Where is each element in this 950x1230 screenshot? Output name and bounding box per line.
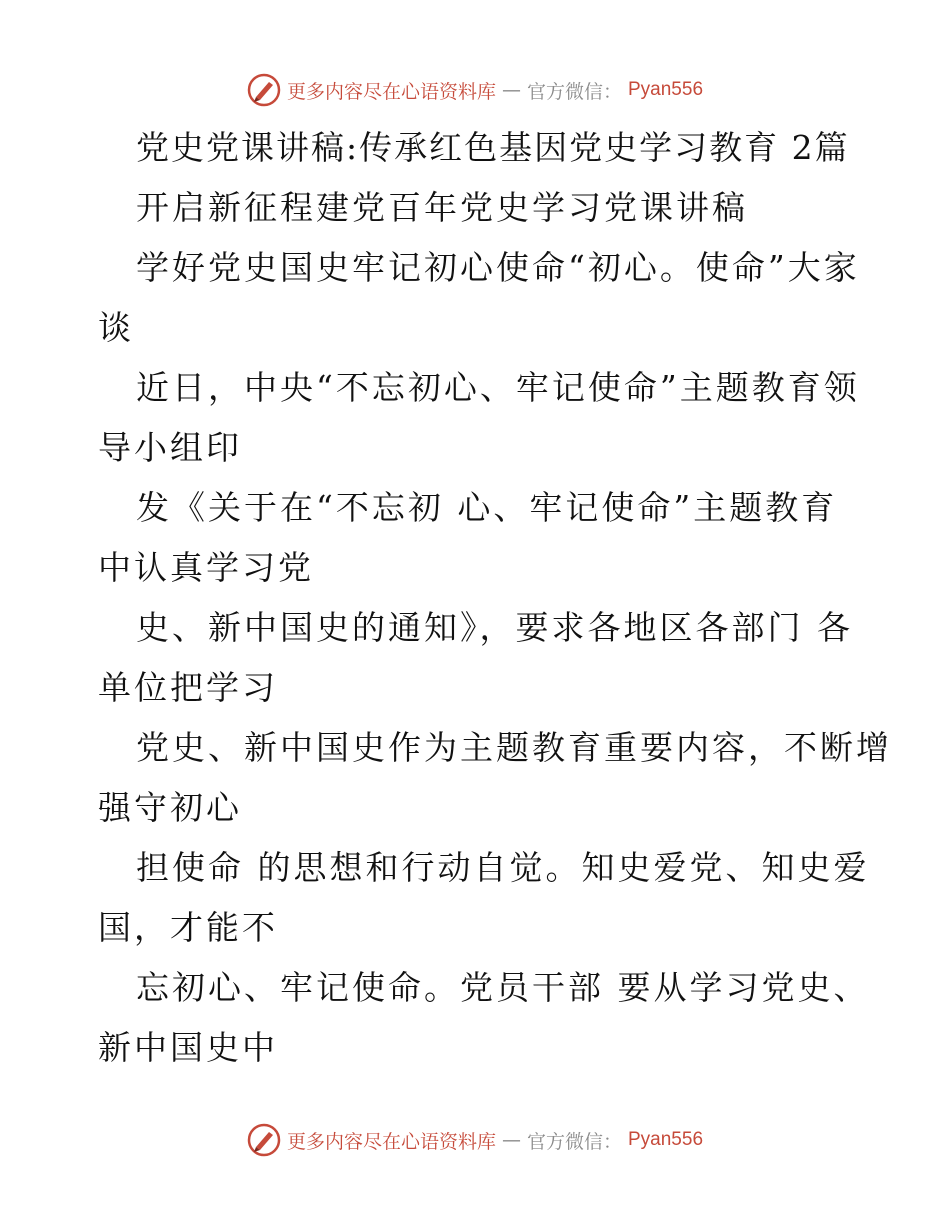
text-line: 开启新征程建党百年党史学习党课讲稿 xyxy=(136,188,748,227)
text-line: 学好党史国史牢记初心使命“初心。使命”大家 xyxy=(136,248,860,287)
document-body xyxy=(98,118,892,1078)
banner-wechat-id: Pyan556 xyxy=(628,79,704,100)
banner-dash: — xyxy=(501,1129,521,1151)
text-line: 新中国史中 xyxy=(98,1028,278,1067)
banner-site-text: 更多内容尽在心语资料库 xyxy=(286,80,496,103)
header-banner[interactable] xyxy=(0,70,950,110)
text-line: 史、新中国史的通知》，要求各地区各部门 各 xyxy=(136,608,853,647)
text-line: 中认真学习党 xyxy=(98,548,314,587)
pen-logo-icon xyxy=(247,73,281,107)
banner-site-text: 更多内容尽在心语资料库 xyxy=(286,1130,496,1153)
text-line: 导小组印 xyxy=(98,428,242,467)
text-line: 担使命 的思想和行动自觉。知史爱党、知史爱 xyxy=(136,848,870,887)
footer-banner[interactable] xyxy=(0,1120,950,1160)
text-line: 忘初心、牢记使命。党员干部 要从学习党史、 xyxy=(136,968,870,1007)
banner-wechat-label: 官方微信： xyxy=(526,1130,622,1153)
text-line: 党史、新中国史作为主题教育重要内容，不断增 xyxy=(136,728,892,767)
banner-wechat-id: Pyan556 xyxy=(628,1129,704,1150)
text-line: 党史党课讲稿:传承红色基因党史学习教育 2篇 xyxy=(136,128,850,167)
pen-logo-icon xyxy=(247,1123,281,1157)
text-line: 发《关于在“不忘初 心、牢记使命”主题教育 xyxy=(136,488,838,527)
text-line: 单位把学习 xyxy=(98,668,278,707)
text-line: 强守初心 xyxy=(98,788,242,827)
text-line: 国，才能不 xyxy=(98,908,278,947)
text-line: 近日，中央“不忘初心、牢记使命”主题教育领 xyxy=(136,368,860,407)
text-line: 谈 xyxy=(98,308,134,347)
banner-dash: — xyxy=(501,79,521,101)
banner-wechat-label: 官方微信： xyxy=(526,80,622,103)
